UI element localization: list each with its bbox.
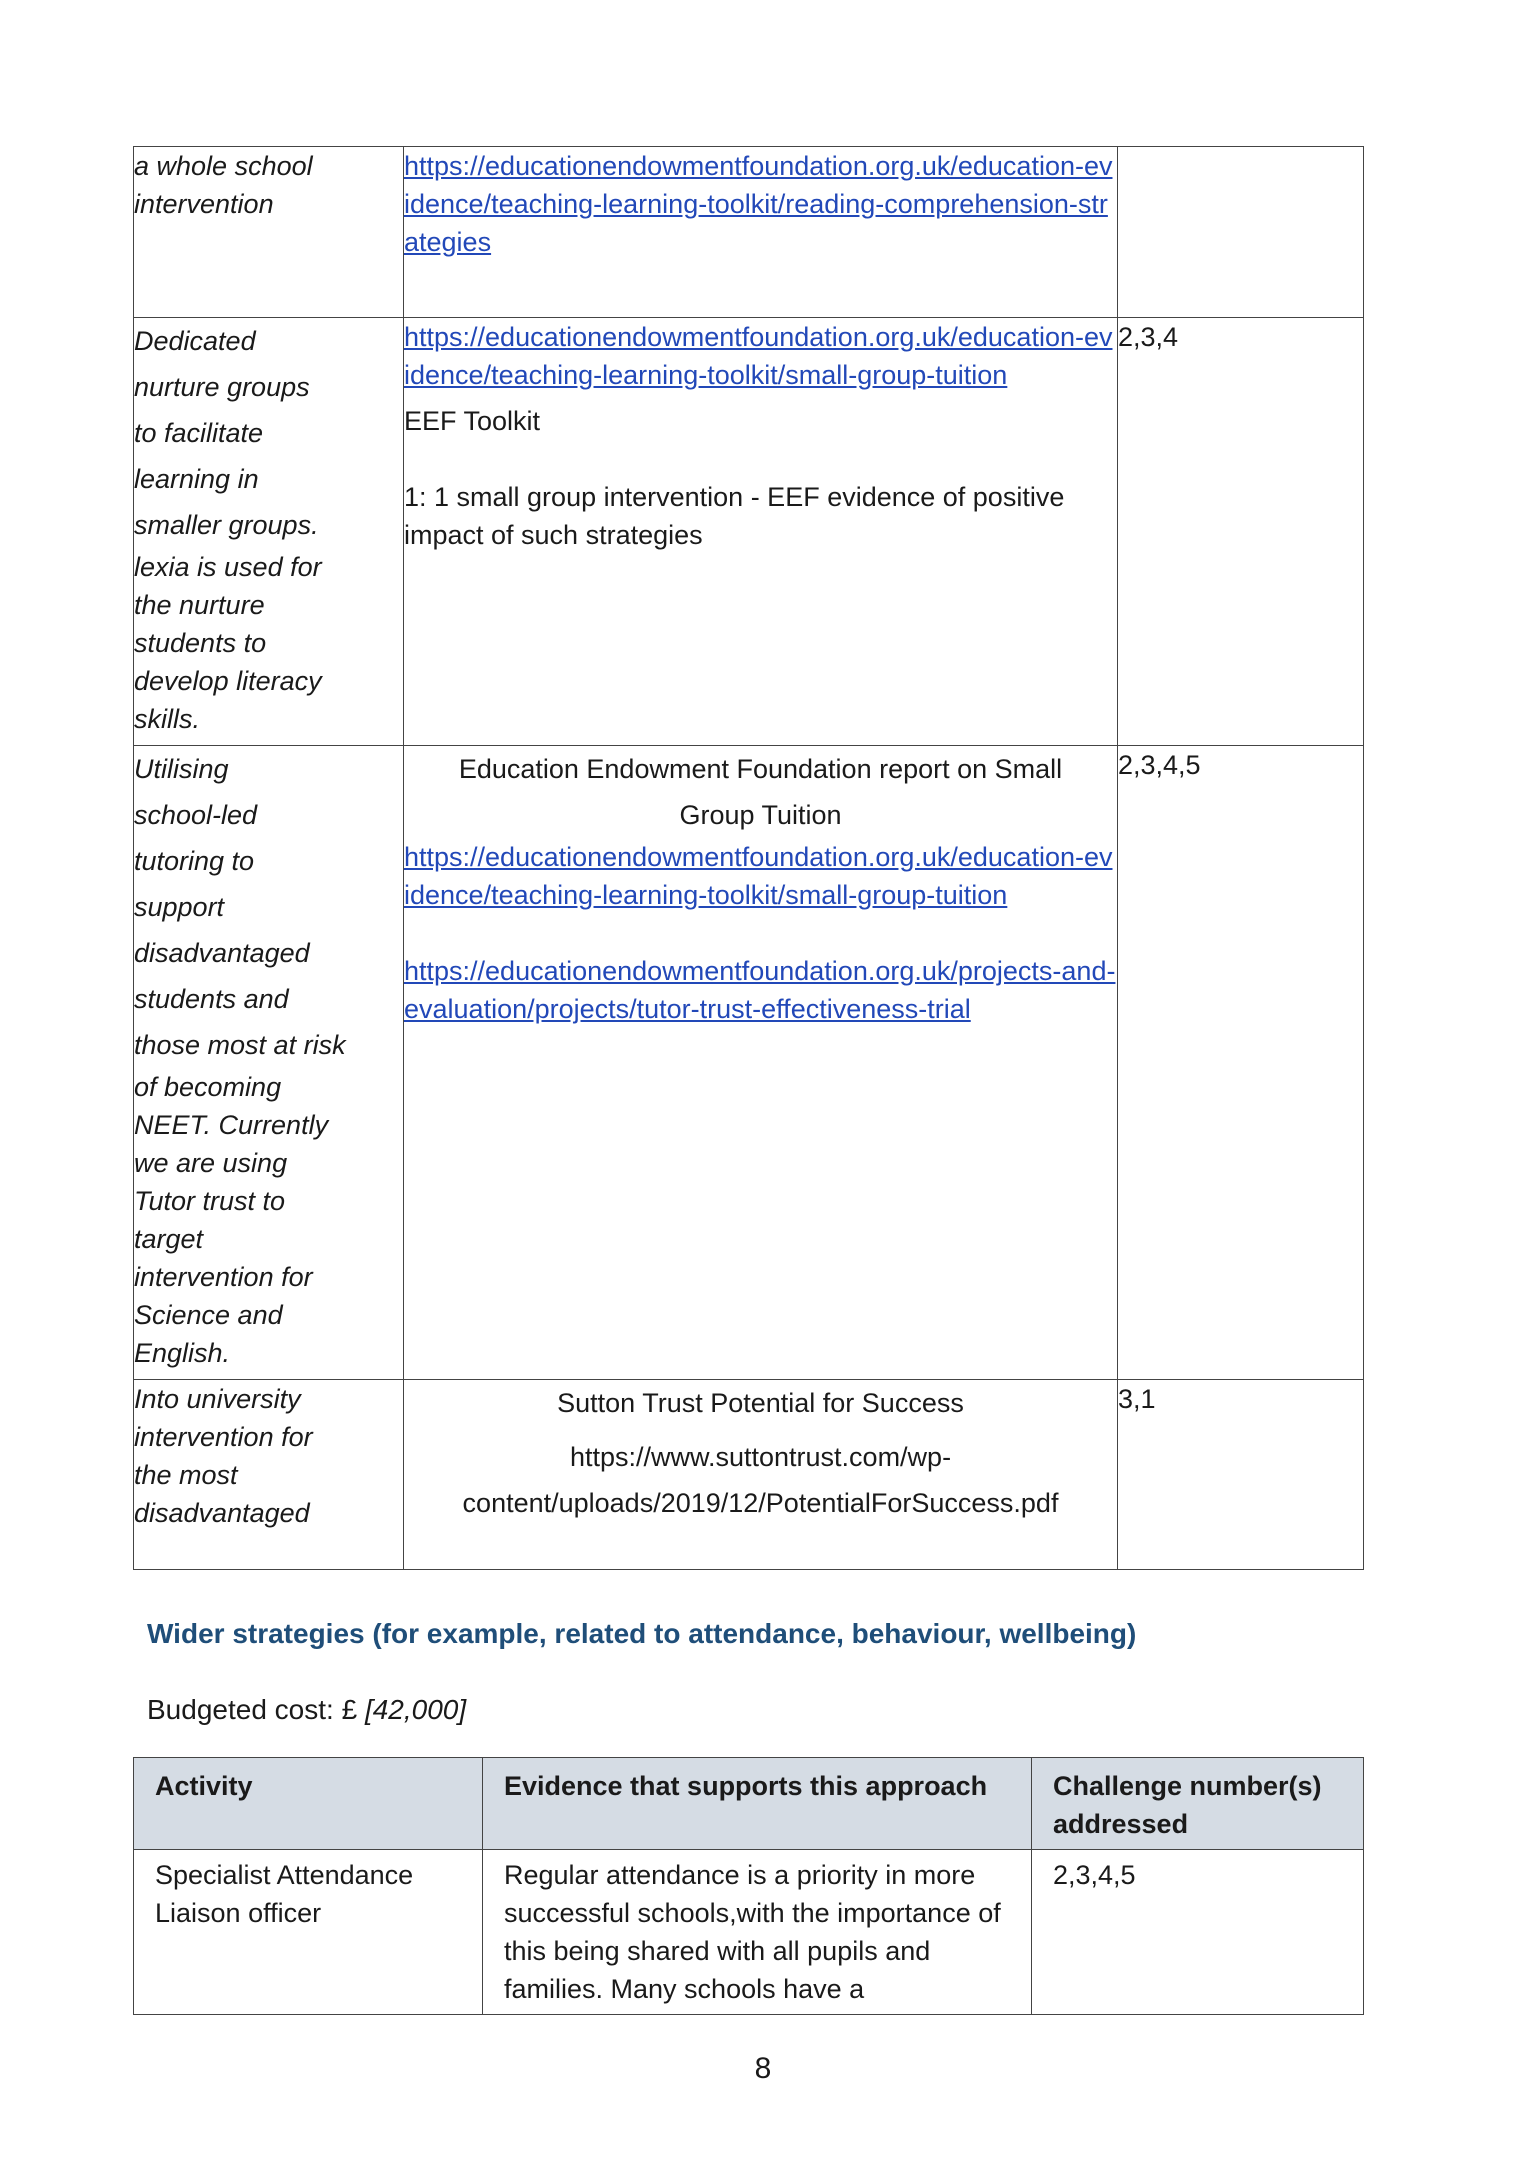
column-header: Evidence that supports this approach [483, 1758, 1032, 1850]
evidence-label: EEF Toolkit [404, 406, 541, 436]
budget-label: Budgeted cost: £ [147, 1694, 358, 1725]
activity-line: those most at risk [134, 1030, 346, 1060]
activity-line: nurture groups [134, 372, 310, 402]
activity-line: intervention for [134, 1262, 313, 1292]
challenge-cell: 3,1 [1118, 1380, 1364, 1570]
wider-strategies-table [133, 1757, 1364, 2015]
evidence-url-line: https://www.suttontrust.com/wp- [569, 1442, 952, 1472]
activity-line: develop literacy [134, 666, 322, 696]
activity-cell [134, 318, 404, 746]
challenge-cell: 2,3,4,5 [1032, 1850, 1364, 2015]
activity-line: intervention [134, 189, 274, 219]
activity-line: the nurture [134, 590, 265, 620]
evidence-heading: Education Endowment Foundation report on Small [458, 754, 1063, 784]
evidence-cell [404, 746, 1118, 1380]
activity-line: smaller groups. [134, 510, 319, 540]
activity-line: support [134, 892, 225, 922]
activity-line: skills. [134, 704, 200, 734]
activity-line: learning in [134, 464, 259, 494]
table-row [134, 1850, 1364, 2015]
table-row [134, 746, 1364, 1380]
activity-cell [134, 147, 404, 318]
evidence-text: 1: 1 small group intervention - EEF evidence of positive impact of such strategies [404, 482, 1065, 550]
evidence-url-line: content/uploads/2019/12/PotentialForSuccess.pdf [462, 1488, 1059, 1518]
activity-line: to facilitate [134, 418, 264, 448]
budget-value: [42,000] [364, 1694, 467, 1725]
challenge-cell: 2,3,4 [1118, 318, 1364, 746]
challenge-cell [1118, 147, 1364, 318]
table-row [134, 1380, 1364, 1570]
evidence-link[interactable]: https://educationendowmentfoundation.org.uk/education-evidence/teaching-learning-toolkit/reading-comprehension-strategies [404, 151, 1113, 257]
activity-line: disadvantaged [134, 938, 310, 968]
activity-cell: Specialist Attendance Liaison officer [134, 1850, 483, 2015]
activity-line: Dedicated [134, 326, 256, 356]
evidence-link[interactable]: https://educationendowmentfoundation.org.uk/education-evidence/teaching-learning-toolkit/small-group-tuition [404, 322, 1113, 390]
activity-line: intervention for [134, 1422, 313, 1452]
evidence-heading: Group Tuition [679, 800, 842, 830]
column-header: Challenge number(s) addressed [1032, 1758, 1364, 1850]
activity-line: students and [134, 984, 289, 1014]
activity-line: school-led [134, 800, 258, 830]
challenge-cell: 2,3,4,5 [1118, 746, 1364, 1380]
table-row [134, 147, 1364, 318]
budget-line [147, 1694, 466, 1726]
evidence-cell [404, 1380, 1118, 1570]
activity-line: disadvantaged [134, 1498, 310, 1528]
page-number: 8 [754, 2052, 772, 2085]
evidence-heading: Sutton Trust Potential for Success [557, 1388, 964, 1418]
activity-cell [134, 746, 404, 1380]
evidence-link[interactable]: https://educationendowmentfoundation.org.uk/education-evidence/teaching-learning-toolkit/small-group-tuition [404, 842, 1113, 910]
activity-line: Science and [134, 1300, 283, 1330]
activity-line: target [134, 1224, 204, 1254]
activity-line: Tutor trust to [134, 1186, 286, 1216]
evidence-cell: Regular attendance is a priority in more successful schools,with the importance of this being shared with all pupils and families. Many schools have a [483, 1850, 1032, 2015]
activity-line: a whole school [134, 151, 313, 181]
activity-line: students to [134, 628, 267, 658]
evidence-cell [404, 318, 1118, 746]
activity-line: English. [134, 1338, 231, 1368]
activity-line: Into university [134, 1384, 301, 1414]
activity-line: the most [134, 1460, 238, 1490]
activity-line: tutoring to [134, 846, 255, 876]
activity-line: NEET. Currently [134, 1110, 329, 1140]
column-header: Activity [134, 1758, 483, 1850]
activity-line: lexia is used for [134, 552, 322, 582]
evidence-link[interactable]: https://educationendowmentfoundation.org.uk/projects-and-evaluation/projects/tutor-trust-effectiveness-trial [404, 956, 1116, 1024]
table-row [134, 318, 1364, 746]
activity-line: Utilising [134, 754, 229, 784]
strategies-table [133, 146, 1364, 1570]
activity-line: of becoming [134, 1072, 282, 1102]
evidence-cell [404, 147, 1118, 318]
activity-line: we are using [134, 1148, 288, 1178]
activity-cell [134, 1380, 404, 1570]
table-header-row [134, 1758, 1364, 1850]
section-heading: Wider strategies (for example, related to attendance, behaviour, wellbeing) [147, 1618, 1137, 1649]
